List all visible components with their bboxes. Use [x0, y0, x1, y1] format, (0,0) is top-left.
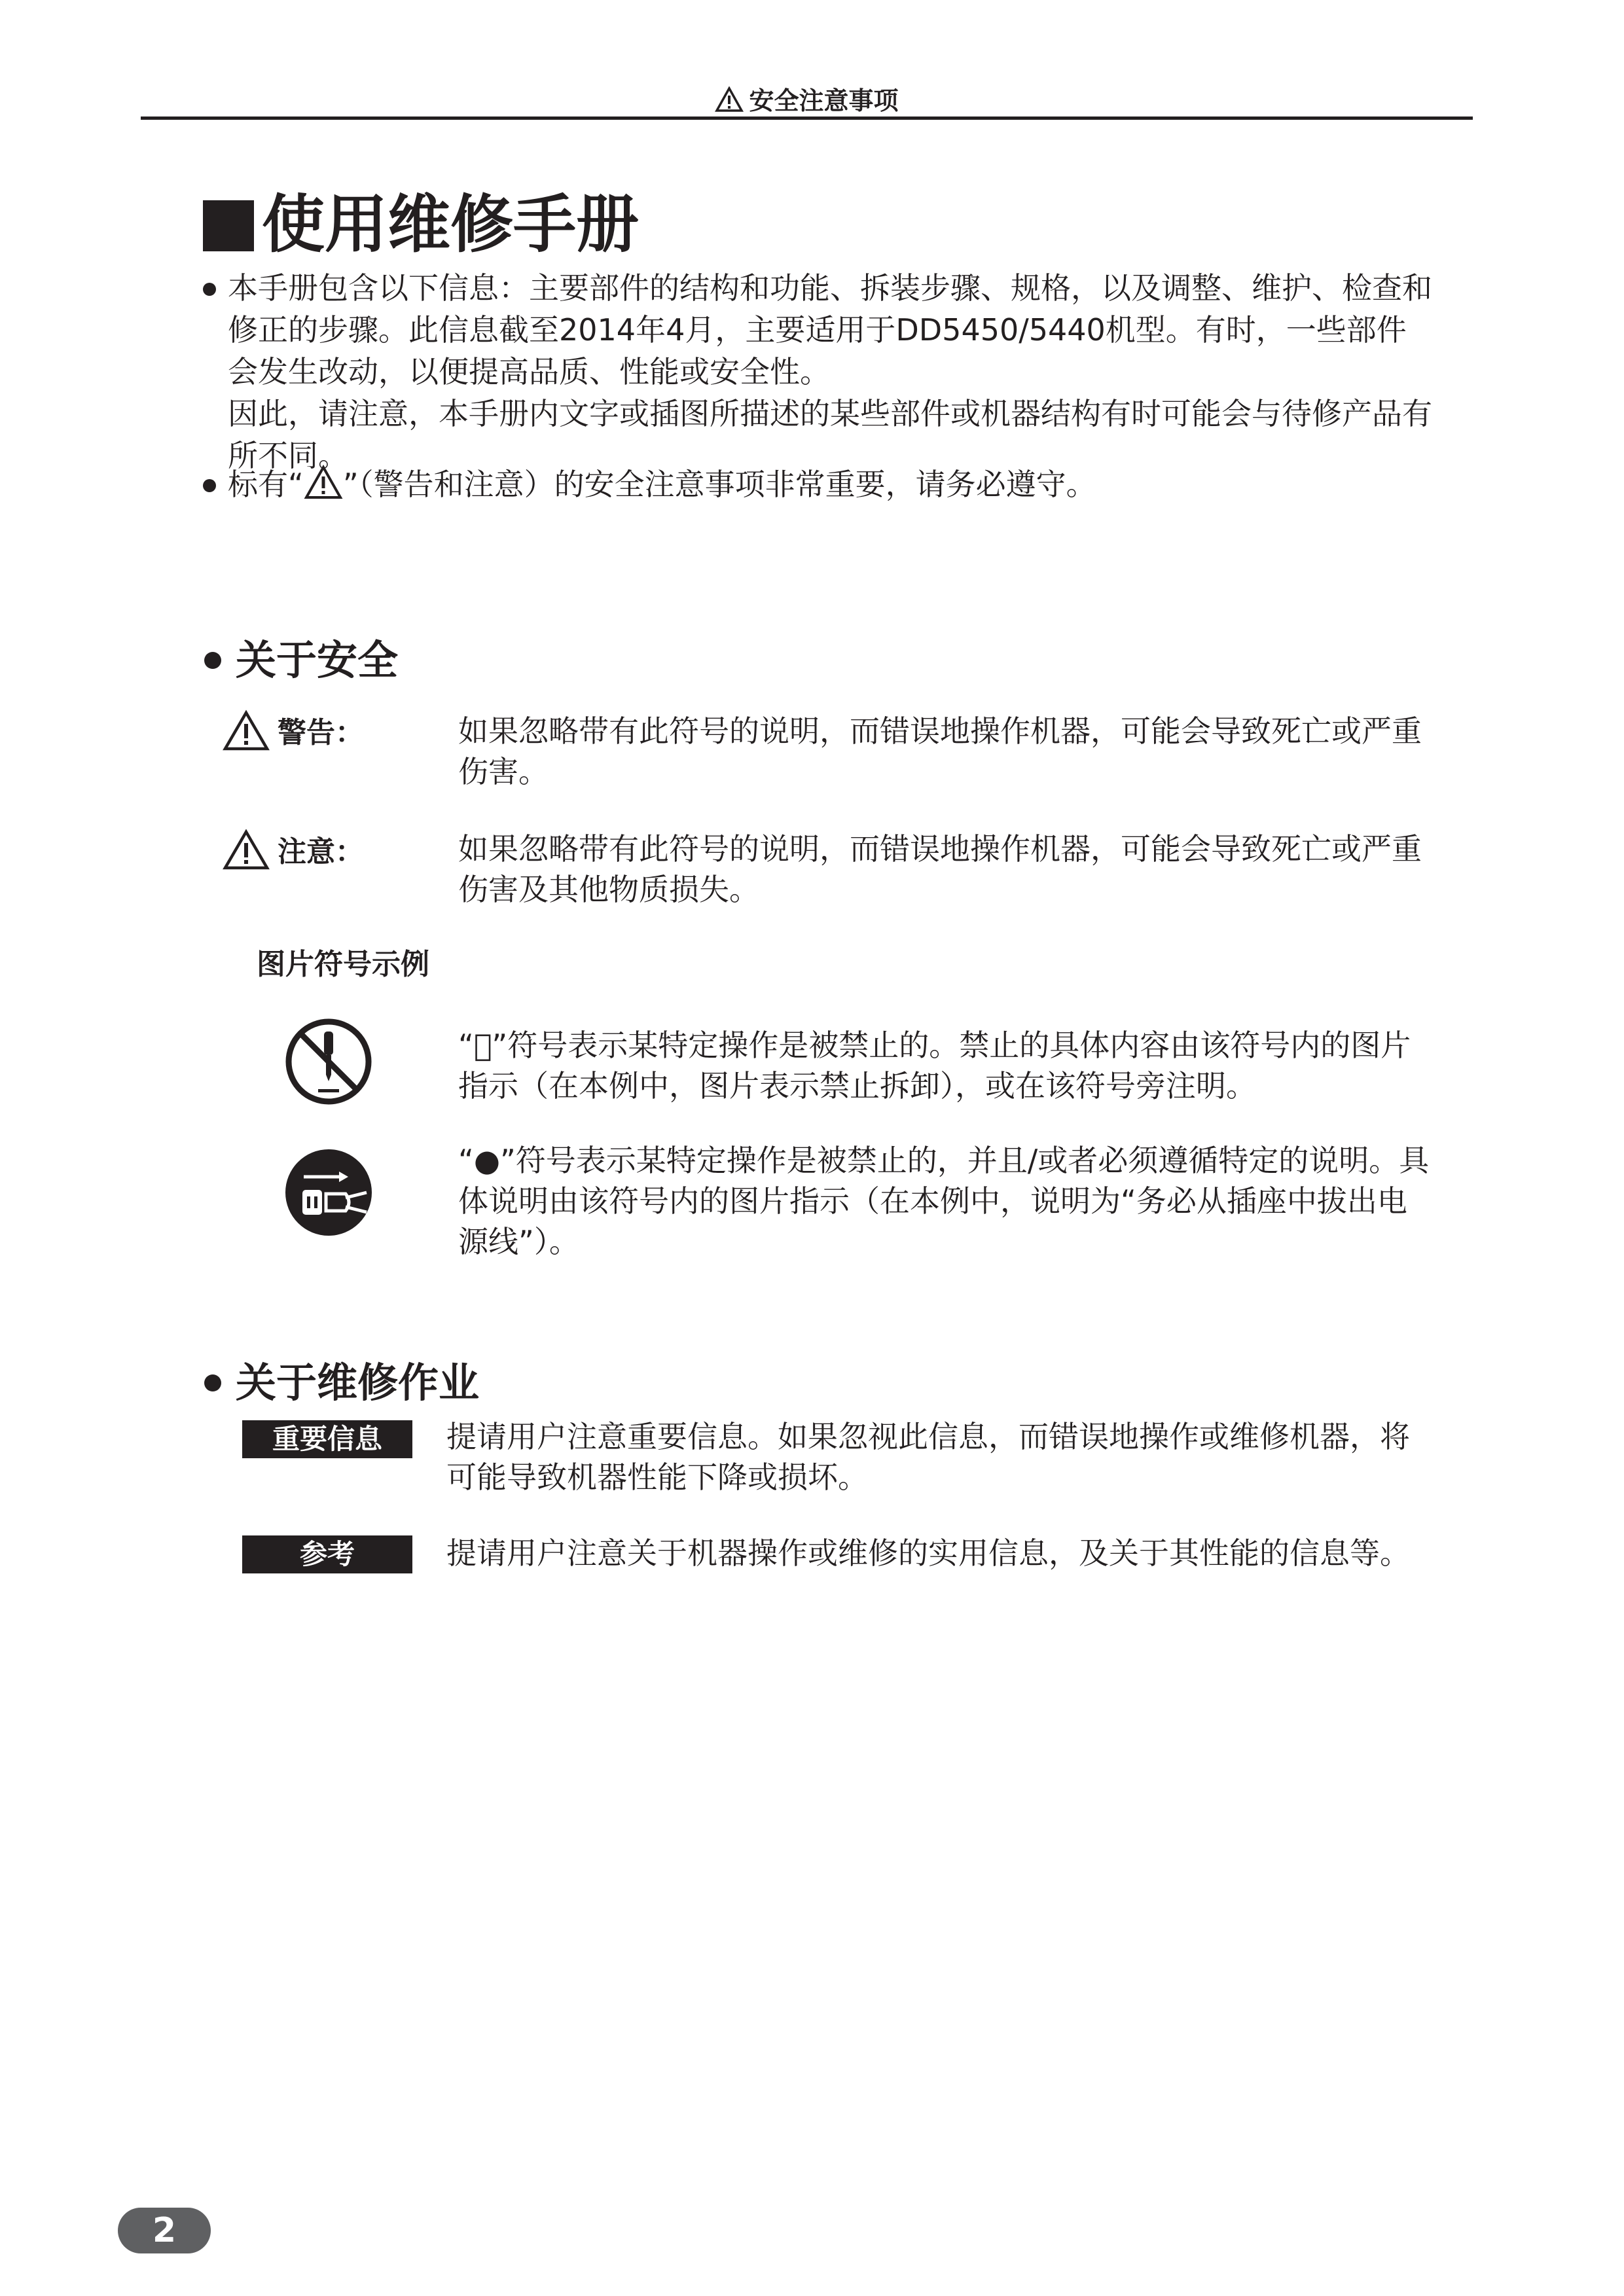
bullet-dot	[203, 479, 216, 492]
header-rule	[141, 117, 1473, 120]
warning-triangle-icon	[715, 86, 744, 113]
warning-triangle-icon	[304, 465, 343, 500]
unplug-power-icon	[283, 1147, 374, 1238]
caution-triangle-icon	[223, 829, 270, 870]
section-heading-safety: 关于安全	[204, 631, 398, 690]
intro-bullet2-after: ”（警告和注意）的安全注意事项非常重要，请务必遵守。	[342, 467, 1096, 502]
example-prohibition-text: “⃠”符号表示某特定操作是被禁止的。禁止的具体内容由该符号内的图片指示（在本例中，图片表示禁止拆卸），或在该符号旁注明。	[458, 1028, 1411, 1103]
important-badge: 重要信息	[242, 1420, 412, 1458]
bullet-dot	[204, 652, 221, 669]
bullet-dot	[204, 1374, 221, 1391]
intro-bullet2-before: 标有“	[228, 467, 304, 502]
reference-text: 提请用户注意关于机器操作或维修的实用信息，及关于其性能的信息等。	[446, 1535, 1410, 1571]
intro-bullet-1	[204, 267, 1435, 476]
bullet-dot	[203, 283, 216, 296]
symbol-examples-heading: 图片符号示例	[257, 948, 429, 981]
header-title: 安全注意事项	[749, 86, 899, 115]
important-text: 提请用户注意重要信息。如果忽视此信息，而错误地操作或维修机器，将可能导致机器性能下降或损坏。	[446, 1419, 1410, 1495]
page-title: 使用维修手册	[203, 182, 639, 267]
intro-paragraph-2: 因此，请注意，本手册内文字或插图所描述的某些部件或机器结构有时可能会与待修产品有所不同。	[228, 396, 1432, 473]
running-header	[141, 84, 1473, 118]
warning-triangle-icon	[223, 709, 270, 751]
intro-paragraph-1: 本手册包含以下信息：主要部件的结构和功能、拆装步骤、规格，以及调整、维护、检查和修正的步骤。此信息截至2014年4月，主要适用于DD5450/5440机型。有时，一些部件会发生改动，以便提高品质、性能或安全性。	[228, 270, 1432, 389]
title-square-marker	[203, 200, 254, 251]
section-heading-service: 关于维修作业	[204, 1354, 479, 1412]
caution-label: 注意：	[223, 829, 364, 872]
intro-bullet-2	[204, 463, 1435, 505]
reference-badge: 参考	[242, 1535, 412, 1573]
no-disassembly-icon	[283, 1016, 374, 1107]
warning-label: 警告：	[223, 709, 364, 753]
warning-text: 如果忽略带有此符号的说明，而错误地操作机器，可能会导致死亡或严重伤害。	[458, 713, 1422, 789]
caution-text: 如果忽略带有此符号的说明，而错误地操作机器，可能会导致死亡或严重伤害及其他物质损失。	[458, 831, 1422, 907]
example-unplug-text: “●”符号表示某特定操作是被禁止的，并且/或者必须遵循特定的说明。具体说明由该符号内的图片指示（在本例中，说明为“务必从插座中拔出电源线”）。	[458, 1143, 1430, 1259]
page-number: 2	[118, 2208, 211, 2253]
